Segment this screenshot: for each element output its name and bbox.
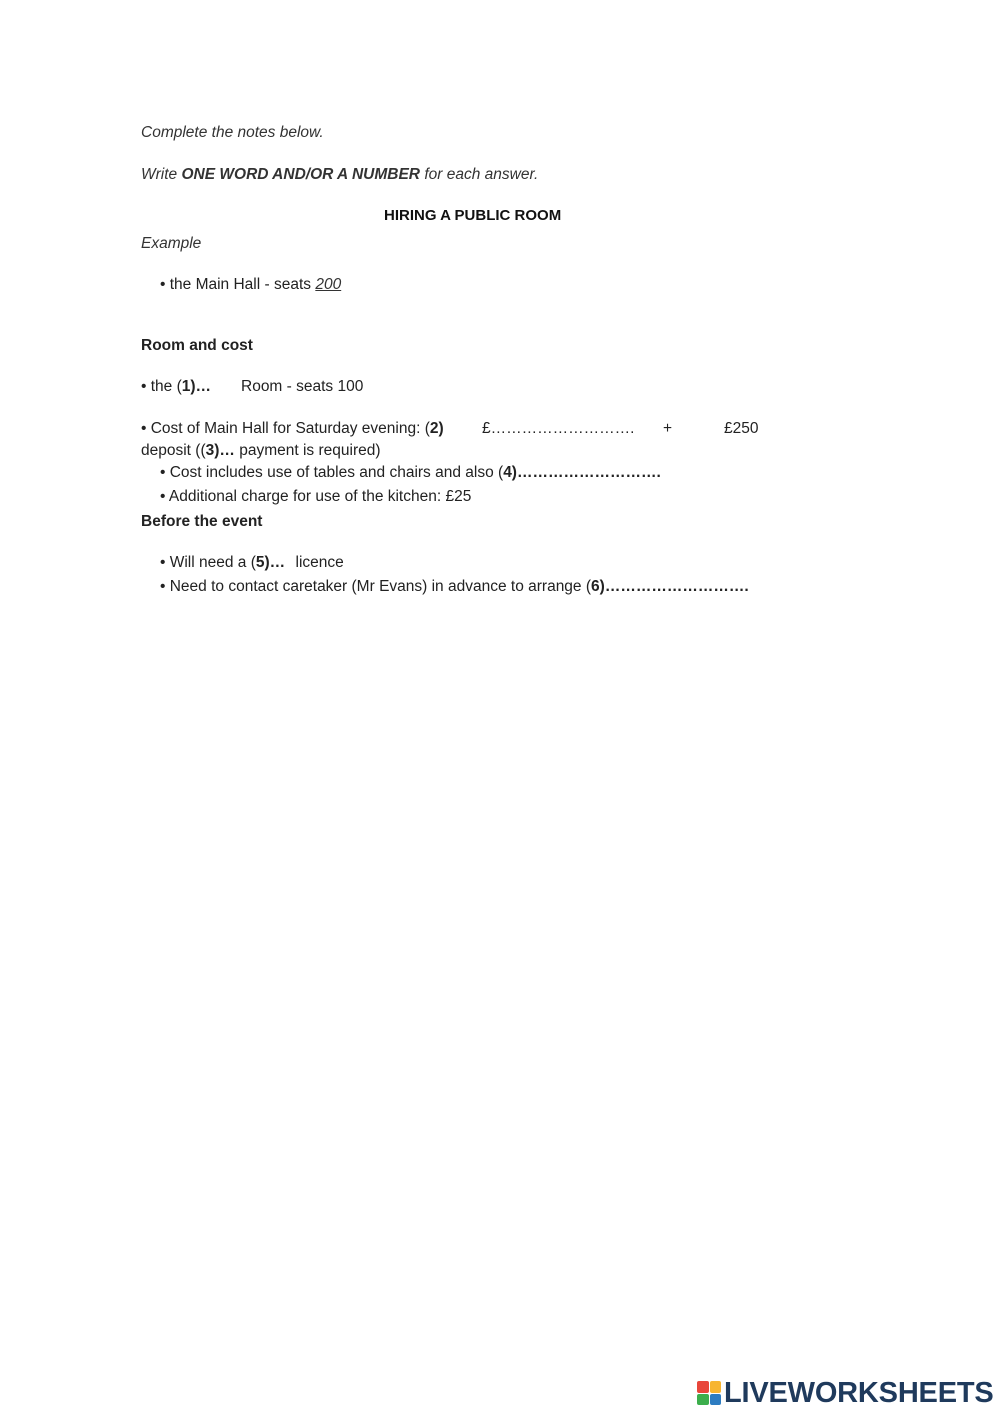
q5-number[interactable]: 5)… <box>255 554 286 571</box>
question-3 <box>141 442 381 460</box>
instruction-complete: Complete the notes below. <box>141 124 324 141</box>
question-1 <box>141 378 364 396</box>
instruction-word-limit-emphasis: ONE WORD AND/OR A NUMBER <box>181 166 421 183</box>
q2-prefix: • Cost of Main Hall for Saturday evening: (2) <box>141 420 444 437</box>
logo-text: LIVEWORKSHEETS <box>724 1376 994 1409</box>
section-heading-before-event: Before the event <box>141 513 263 530</box>
logo-square-green <box>697 1394 709 1406</box>
logo-grid-icon <box>697 1381 721 1405</box>
q3-suffix: payment is required) <box>239 442 381 459</box>
q1-prefix: • the ( <box>141 378 182 395</box>
q6-number[interactable]: 6)………………………. <box>591 578 749 595</box>
q4-number[interactable]: 4)………………………. <box>503 464 661 481</box>
question-2 <box>141 420 781 442</box>
q2-number: 2) <box>429 420 444 437</box>
q6-prefix: • Need to contact caretaker (Mr Evans) in advance to arrange ( <box>160 578 592 595</box>
kitchen-charge: • Additional charge for use of the kitchen: £25 <box>160 488 472 505</box>
liveworksheets-logo <box>697 1378 994 1408</box>
q2-plus: + <box>663 420 673 437</box>
q5-suffix: licence <box>295 554 344 571</box>
q2-answer-blank[interactable]: £………………………. <box>482 420 635 437</box>
q1-number[interactable]: 1)… <box>181 378 212 395</box>
example-answer: 200 <box>315 276 342 293</box>
example-item <box>160 276 341 294</box>
q3-prefix: deposit (( <box>141 442 206 459</box>
logo-square-yellow <box>710 1381 722 1393</box>
example-label: Example <box>141 235 202 252</box>
logo-square-blue <box>710 1394 722 1406</box>
q5-prefix: • Will need a ( <box>160 554 256 571</box>
q1-suffix: Room - seats 100 <box>241 378 364 395</box>
page-title: HIRING A PUBLIC ROOM <box>384 207 562 224</box>
instruction-word-limit <box>141 166 538 184</box>
question-6 <box>160 578 749 596</box>
q4-prefix: • Cost includes use of tables and chairs and also ( <box>160 464 504 481</box>
instruction-each-answer: for each answer. <box>424 166 539 183</box>
instruction-write: Write <box>141 166 178 183</box>
q2-amount: £250 <box>724 420 759 437</box>
q3-number[interactable]: 3)… <box>205 442 235 459</box>
example-text: • the Main Hall - seats <box>160 276 312 293</box>
logo-square-red <box>697 1381 709 1393</box>
section-heading-room-cost: Room and cost <box>141 337 253 354</box>
question-4 <box>160 464 661 482</box>
question-5 <box>160 554 344 572</box>
